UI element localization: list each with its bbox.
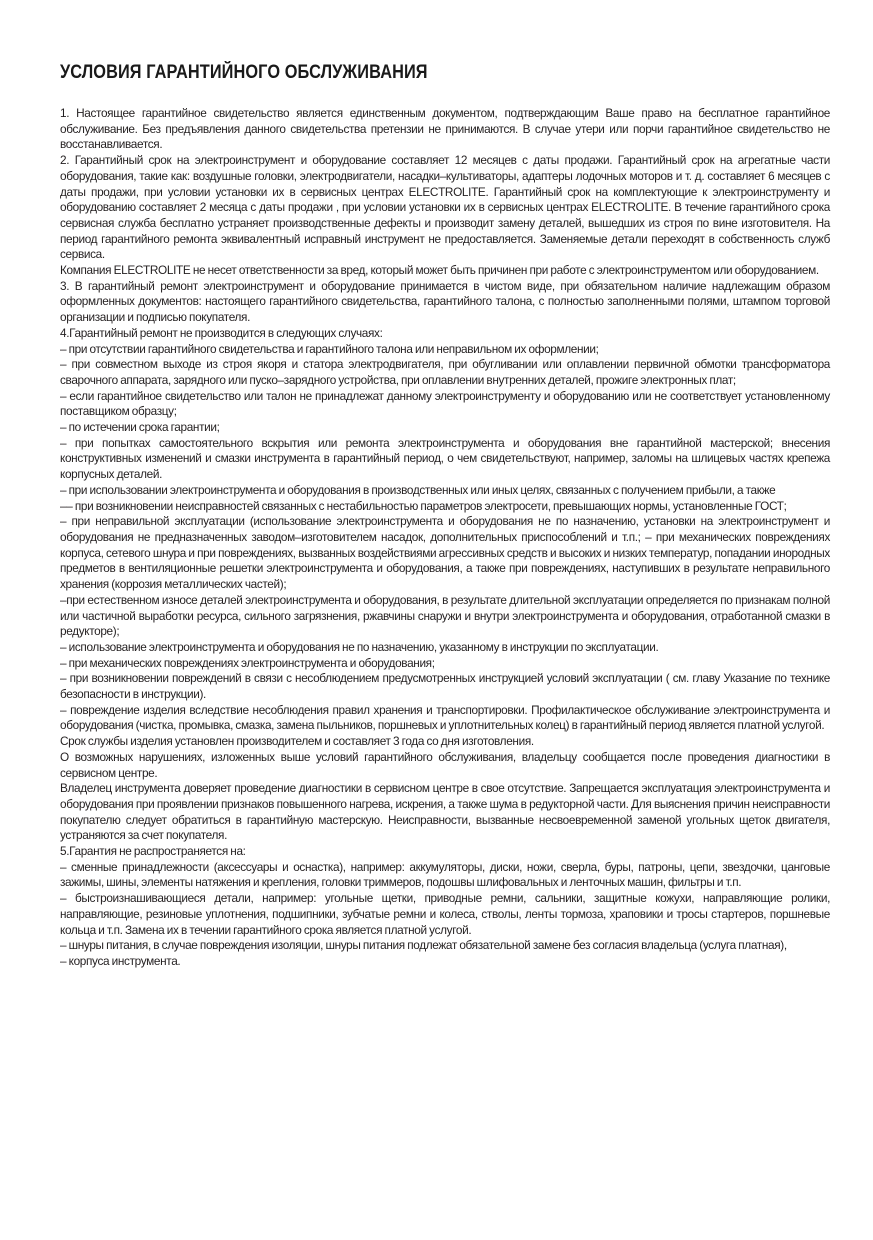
- paragraph: О возможных нарушениях, изложенных выше условий гарантийного обслуживания, владельцу сообщается после проведения диагностики в сервисном центре.: [60, 749, 830, 780]
- paragraph: – сменные принадлежности (аксессуары и оснастка), например: аккумуляторы, диски, ножи, сверла, буры, патроны, цепи, звездочки, цанговые зажимы, шины, элементы натяжения и крепления, головки триммеров, подошвы шлифовальных и ленточных машин, фильтры и т.п.: [60, 859, 830, 890]
- document-title: УСЛОВИЯ ГАРАНТИЙНОГО ОБСЛУЖИВАНИЯ: [60, 62, 428, 83]
- paragraph: 5.Гарантия не распространяется на:: [60, 844, 246, 859]
- paragraph: – по истечении срока гарантии;: [60, 420, 220, 435]
- paragraph: – повреждение изделия вследствие несоблюдения правил хранения и транспортировки. Профилактическое обслуживание электроинструмента и оборудования (чистка, промывка, смазка, замена пыльников, поршневых и уплотнительных колец) в гарантийный период является платной услугой.: [60, 702, 830, 733]
- paragraph: 4.Гарантийный ремонт не производится в следующих случаях:: [60, 325, 383, 340]
- paragraph: 2. Гарантийный срок на электроинструмент и оборудование составляет 12 месяцев с даты продажи. Гарантийный срок на агрегатные части оборудования, такие как: воздушные головки, электродвигатели, насадки–культиваторы, адаптеры лодочных моторов и т. д. составляет 6 месяцев с даты продажи, при условии установки их в сервисных центрах ELECTROLITE. Гарантийный срок на комплектующие к электроинструменту и оборудованию составляет 2 месяца с даты продажи , при условии установки их в сервисных центрах ELECTROLITE. В течение гарантийного срока сервисная служба бесплатно устраняет производственные дефекты и производит замену деталей, вышедших из строя по вине изготовителя. На период гарантийного ремонта эквивалентный исправный инструмент не предоставляется. Заменяемые детали переходят в собственность служб сервиса.: [60, 153, 830, 262]
- paragraph: –– при возникновении неисправностей связанных с нестабильностью параметров электросети, превышающих нормы, установленные ГОСТ;: [60, 498, 787, 513]
- paragraph: – корпуса инструмента.: [60, 953, 181, 968]
- paragraph: Компания ELECTROLITE не несет ответственности за вред, который может быть причинен при работе с электроинструментом или оборудованием.: [60, 263, 819, 278]
- paragraph: – при неправильной эксплуатации (использование электроинструмента и оборудования не по назначению, установки на электроинструмент и оборудования не предназначенных заводом–изготовителем насадок, дополнительных приспособлений и т.п.; – при механических повреждениях корпуса, сетевого шнура и при повреждениях, вызванных воздействиями агрессивных средств и высоких и низких температур, попадании инородных предметов в вентиляционные решетки электроинструмента и оборудования, а также при повреждениях, наступивших в результате неправильного хранения (коррозия металлических частей);: [60, 514, 830, 592]
- paragraph: – если гарантийное свидетельство или талон не принадлежат данному электроинструменту и оборудованию или не соответствует установленному поставщиком образцу;: [60, 388, 830, 419]
- paragraph: Срок службы изделия установлен производителем и составляет 3 года со дня изготовления.: [60, 734, 534, 749]
- paragraph: –при естественном износе деталей электроинструмента и оборудования, в результате длительной эксплуатации определяется по признакам полной или частичной выработки ресурса, сильного загрязнения, ржавчины снаружи и внутри электроинструмента и оборудования, отработанной смазки в редукторе);: [60, 592, 830, 639]
- paragraph: Владелец инструмента доверяет проведение диагностики в сервисном центре в свое отсутствие. Запрещается эксплуатация электроинструмента и оборудования при проявлении признаков повышенного нагрева, искрения, а также шума в редукторной части. Для выяснения причин неисправности покупателю следует обратиться в гарантийную мастерскую. Неисправности, вызванные несвоевременной заменой угольных щеток двигателя, устраняются за счет покупателя.: [60, 781, 830, 843]
- paragraph: – при механических повреждениях электроинструмента и оборудования;: [60, 655, 435, 670]
- paragraph: – шнуры питания, в случае повреждения изоляции, шнуры питания подлежат обязательной замене без согласия владельца (услуга платная),: [60, 938, 787, 953]
- paragraph: 3. В гарантийный ремонт электроинструмент и оборудование принимается в чистом виде, при обязательном наличие надлежащим образом оформленных документов: настоящего гарантийного свидетельства, гарантийного талона, с полностью заполненными полями, штампом торговой организации и подписью покупателя.: [60, 278, 830, 325]
- paragraph: – быстроизнашивающиеся детали, например: угольные щетки, приводные ремни, сальники, защитные кожухи, направляющие ролики, направляющие, резиновые уплотнения, подшипники, зубчатые ремни и колеса, стволы, ленты тормоза, храповики и тросы стартеров, поршневые кольца и т.п. Замена их в течении гарантийного срока является платной услугой.: [60, 891, 830, 937]
- warranty-document: [60, 62, 830, 970]
- paragraph: – при совместном выходе из строя якоря и статора электродвигателя, при обугливании или оплавлении первичной обмотки трансформатора сварочного аппарата, зарядного или пуско–зарядного устройства, при оплавлении внутренних деталей, прожиге электронных плат;: [60, 357, 830, 387]
- paragraph: – при возникновении повреждений в связи с несоблюдением предусмотренных инструкцией условий эксплуатации ( см. главу Указание по технике безопасности в инструкции).: [60, 671, 830, 702]
- paragraph: – использование электроинструмента и оборудования не по назначению, указанному в инструкции по эксплуатации.: [60, 639, 659, 654]
- document-body: [60, 106, 830, 970]
- paragraph: – при использовании электроинструмента и оборудования в производственных или иных целях, связанных с получением прибыли, а также: [60, 482, 776, 497]
- paragraph: – при попытках самостоятельного вскрытия или ремонта электроинструмента и оборудования вне гарантийной мастерской; внесения конструктивных изменений и смазки инструмента в гарантийный период, о чем свидетельствуют, например, заломы на шлицевых частях крепежа корпусных деталей.: [60, 435, 830, 482]
- paragraph: – при отсутствии гарантийного свидетельства и гарантийного талона или неправильном их оформлении;: [60, 341, 599, 356]
- paragraph: 1. Настоящее гарантийное свидетельство является единственным документом, подтверждающим Ваше право на бесплатное гарантийное обслуживание. Без предъявления данного свидетельства претензии не принимаются. В случае утери или порчи гарантийное свидетельство не восстанавливается.: [60, 106, 830, 152]
